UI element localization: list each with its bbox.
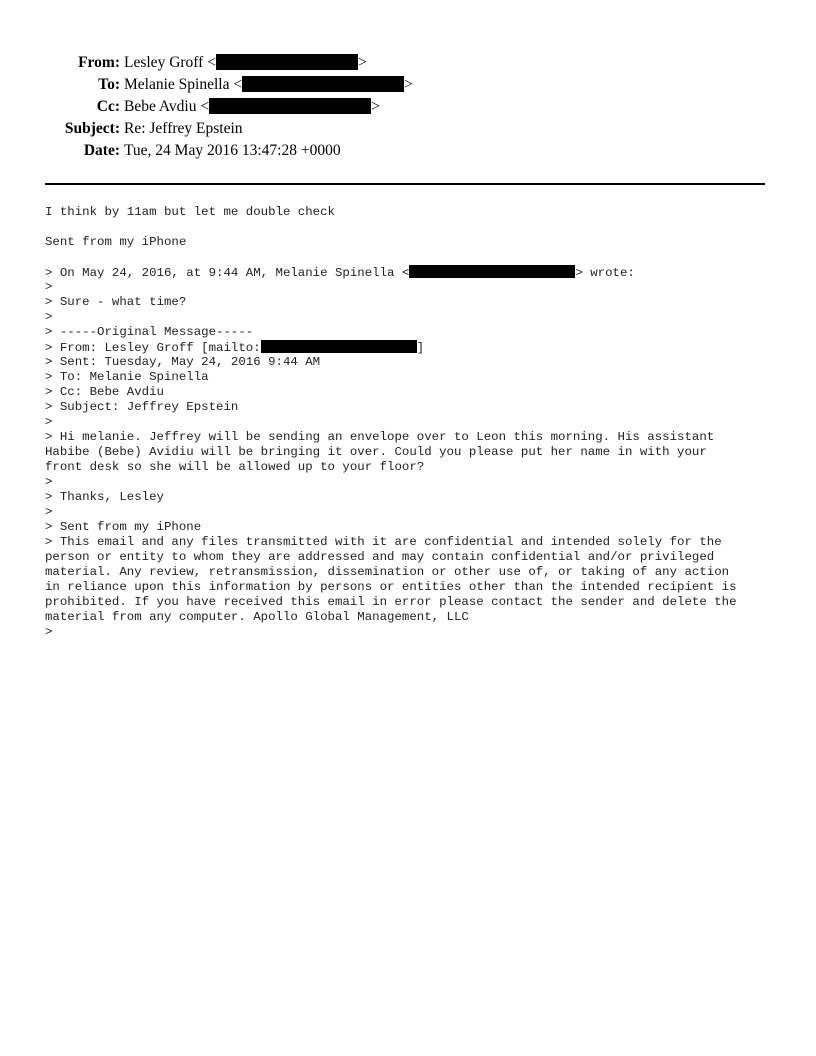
disclaimer-line: in reliance upon this information by persons or entities other than the intended recipient is [45, 580, 737, 594]
quoted-line: > [45, 280, 53, 294]
disclaimer-line: person or entity to whom they are addressed and may contain confidential and/or privileged [45, 550, 715, 564]
quoted-line: > [45, 310, 53, 324]
quoted-line: > Sure - what time? [45, 295, 187, 309]
header-divider [45, 183, 765, 185]
date-value: Tue, 24 May 2016 13:47:28 +0000 [124, 142, 341, 159]
quoted-line: > Subject: Jeffrey Epstein [45, 400, 239, 414]
quoted-line: > [45, 505, 53, 519]
to-label: To: [98, 76, 120, 93]
redaction-box [209, 98, 371, 114]
to-row [0, 74, 816, 96]
body-line: I think by 11am but let me double check [45, 205, 335, 219]
quoted-line: > Sent from my iPhone [45, 520, 202, 534]
date-label: Date: [83, 142, 120, 159]
date-row [0, 140, 816, 162]
quoted-line: > From: Lesley Groff [mailto: ] [45, 341, 425, 355]
subject-row [0, 118, 816, 140]
redaction-box [216, 54, 358, 70]
quoted-line: > Hi melanie. Jeffrey will be sending an envelope over to Leon this morning. His assistant [45, 430, 715, 444]
disclaimer-line: prohibited. If you have received this email in error please contact the sender and delete the [45, 595, 737, 609]
quoted-line: > Thanks, Lesley [45, 490, 164, 504]
quoted-line: > To: Melanie Spinella [45, 370, 209, 384]
to-value: Melanie Spinella < > [124, 76, 413, 93]
body-line: Sent from my iPhone [45, 235, 187, 249]
quoted-line: > [45, 475, 53, 489]
quoted-line: > -----Original Message----- [45, 325, 254, 339]
quoted-line: Habibe (Bebe) Avidiu will be bringing it over. Could you please put her name in with your [45, 445, 707, 459]
redaction-box [261, 340, 417, 353]
disclaimer-line: material from any computer. Apollo Global Management, LLC [45, 610, 469, 624]
from-label: From: [78, 54, 120, 71]
from-value: Lesley Groff < > [124, 54, 367, 71]
quoted-line: front desk so she will be allowed up to your floor? [45, 460, 425, 474]
quoted-header-line: > On May 24, 2016, at 9:44 AM, Melanie Spinella < > wrote: [45, 266, 635, 280]
email-body [45, 205, 785, 640]
from-row [0, 52, 816, 74]
quoted-line: > Cc: Bebe Avdiu [45, 385, 164, 399]
quoted-line: > [45, 415, 53, 429]
redaction-box [242, 76, 404, 92]
quoted-line: > Sent: Tuesday, May 24, 2016 9:44 AM [45, 355, 321, 369]
quoted-line: > [45, 625, 53, 639]
redaction-box [409, 265, 575, 278]
cc-value: Bebe Avdiu < > [124, 98, 380, 115]
cc-row [0, 96, 816, 118]
cc-label: Cc: [96, 98, 120, 115]
subject-label: Subject: [64, 120, 120, 137]
subject-value: Re: Jeffrey Epstein [124, 120, 243, 137]
disclaimer-line: material. Any review, retransmission, dissemination or other use of, or taking of any action [45, 565, 730, 579]
disclaimer-line: > This email and any files transmitted with it are confidential and intended solely for the [45, 535, 722, 549]
